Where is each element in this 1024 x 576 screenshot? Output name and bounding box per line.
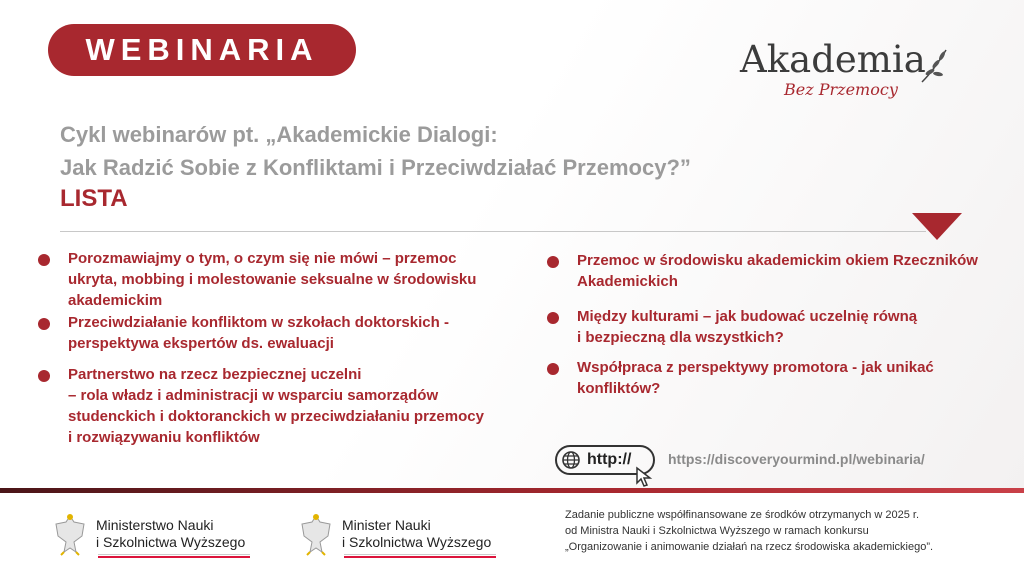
ministry-logo-2 xyxy=(298,512,491,556)
list-heading: LISTA xyxy=(60,185,128,212)
item-line: Przeciwdziałanie konfliktom w szkołach doktorskich - xyxy=(68,314,449,331)
title-line-2: Jak Radzić Sobie z Konfliktami i Przeciwdziałać Przemocy?” xyxy=(60,155,691,180)
flag-stripe xyxy=(344,554,496,558)
item-line: perspektywa ekspertów ds. ewaluacji xyxy=(68,335,334,352)
akademia-logo xyxy=(740,38,926,99)
list-item xyxy=(577,250,978,292)
bullet-icon xyxy=(547,363,559,375)
logo-line: Ministerstwo Nauki xyxy=(96,517,214,533)
eagle-emblem-icon xyxy=(52,512,88,556)
item-line: Porozmawiajmy o tym, o czym się nie mówi – przemoc xyxy=(68,250,457,267)
triangle-marker-icon xyxy=(912,213,962,240)
webinar-url-link[interactable]: https://discoveryourmind.pl/webinaria/ xyxy=(668,451,925,467)
ministry-logo-1 xyxy=(52,512,245,556)
item-line: Między kulturami – jak budować uczelnię równą xyxy=(577,308,918,325)
item-line: – rola władz i administracji w wsparciu samorządów xyxy=(68,387,439,404)
list-item xyxy=(68,364,484,448)
laurel-icon xyxy=(920,48,950,84)
divider xyxy=(60,231,926,232)
note-line: „Organizowanie i animowanie działań na rzecz środowiska akademickiego”. xyxy=(565,541,934,553)
cursor-icon xyxy=(635,466,655,488)
bullet-icon xyxy=(547,256,559,268)
bullet-icon xyxy=(38,254,50,266)
item-line: ukryta, mobbing i molestowanie seksualne w środowisku xyxy=(68,271,477,288)
logo-main-text: Akademia xyxy=(740,38,926,81)
item-line: i rozwiązywaniu konfliktów xyxy=(68,429,260,446)
flag-stripe xyxy=(98,554,250,558)
webinaria-badge: WEBINARIA xyxy=(48,24,356,76)
globe-icon xyxy=(561,450,581,470)
list-item xyxy=(68,248,476,311)
footer-bar xyxy=(0,488,1024,493)
logo-sub-text: Bez Przemocy xyxy=(784,80,898,99)
list-item xyxy=(577,357,934,399)
item-line: i bezpieczną dla wszystkich? xyxy=(577,329,784,346)
list-item xyxy=(577,306,917,348)
item-line: Przemoc w środowisku akademickim okiem Rzeczników xyxy=(577,252,978,269)
logo-line: Minister Nauki xyxy=(342,517,431,533)
bullet-icon xyxy=(547,312,559,324)
item-line: studenckich i doktoranckich w przeciwdziałaniu przemocy xyxy=(68,408,484,425)
title-line-1: Cykl webinarów pt. „Akademickie Dialogi: xyxy=(60,122,498,147)
item-line: Współpraca z perspektywy promotora - jak unikać xyxy=(577,359,934,376)
note-line: Zadanie publiczne współfinansowane ze środków otrzymanych w 2025 r. xyxy=(565,509,920,521)
item-line: Akademickich xyxy=(577,273,678,290)
bullet-icon xyxy=(38,370,50,382)
logo-line: i Szkolnictwa Wyższego xyxy=(342,534,492,550)
eagle-emblem-icon xyxy=(298,512,334,556)
item-line: Partnerstwo na rzecz bezpiecznej uczelni xyxy=(68,366,362,383)
list-item xyxy=(68,312,449,354)
series-title xyxy=(60,118,691,184)
funding-note xyxy=(565,507,933,555)
http-text: http:// xyxy=(587,451,632,468)
logo-line: i Szkolnictwa Wyższego xyxy=(96,534,246,550)
item-line: konfliktów? xyxy=(577,380,661,397)
item-line: akademickim xyxy=(68,292,163,309)
note-line: od Ministra Nauki i Szkolnictwa Wyższego w ramach konkursu xyxy=(565,525,869,537)
bullet-icon xyxy=(38,318,50,330)
